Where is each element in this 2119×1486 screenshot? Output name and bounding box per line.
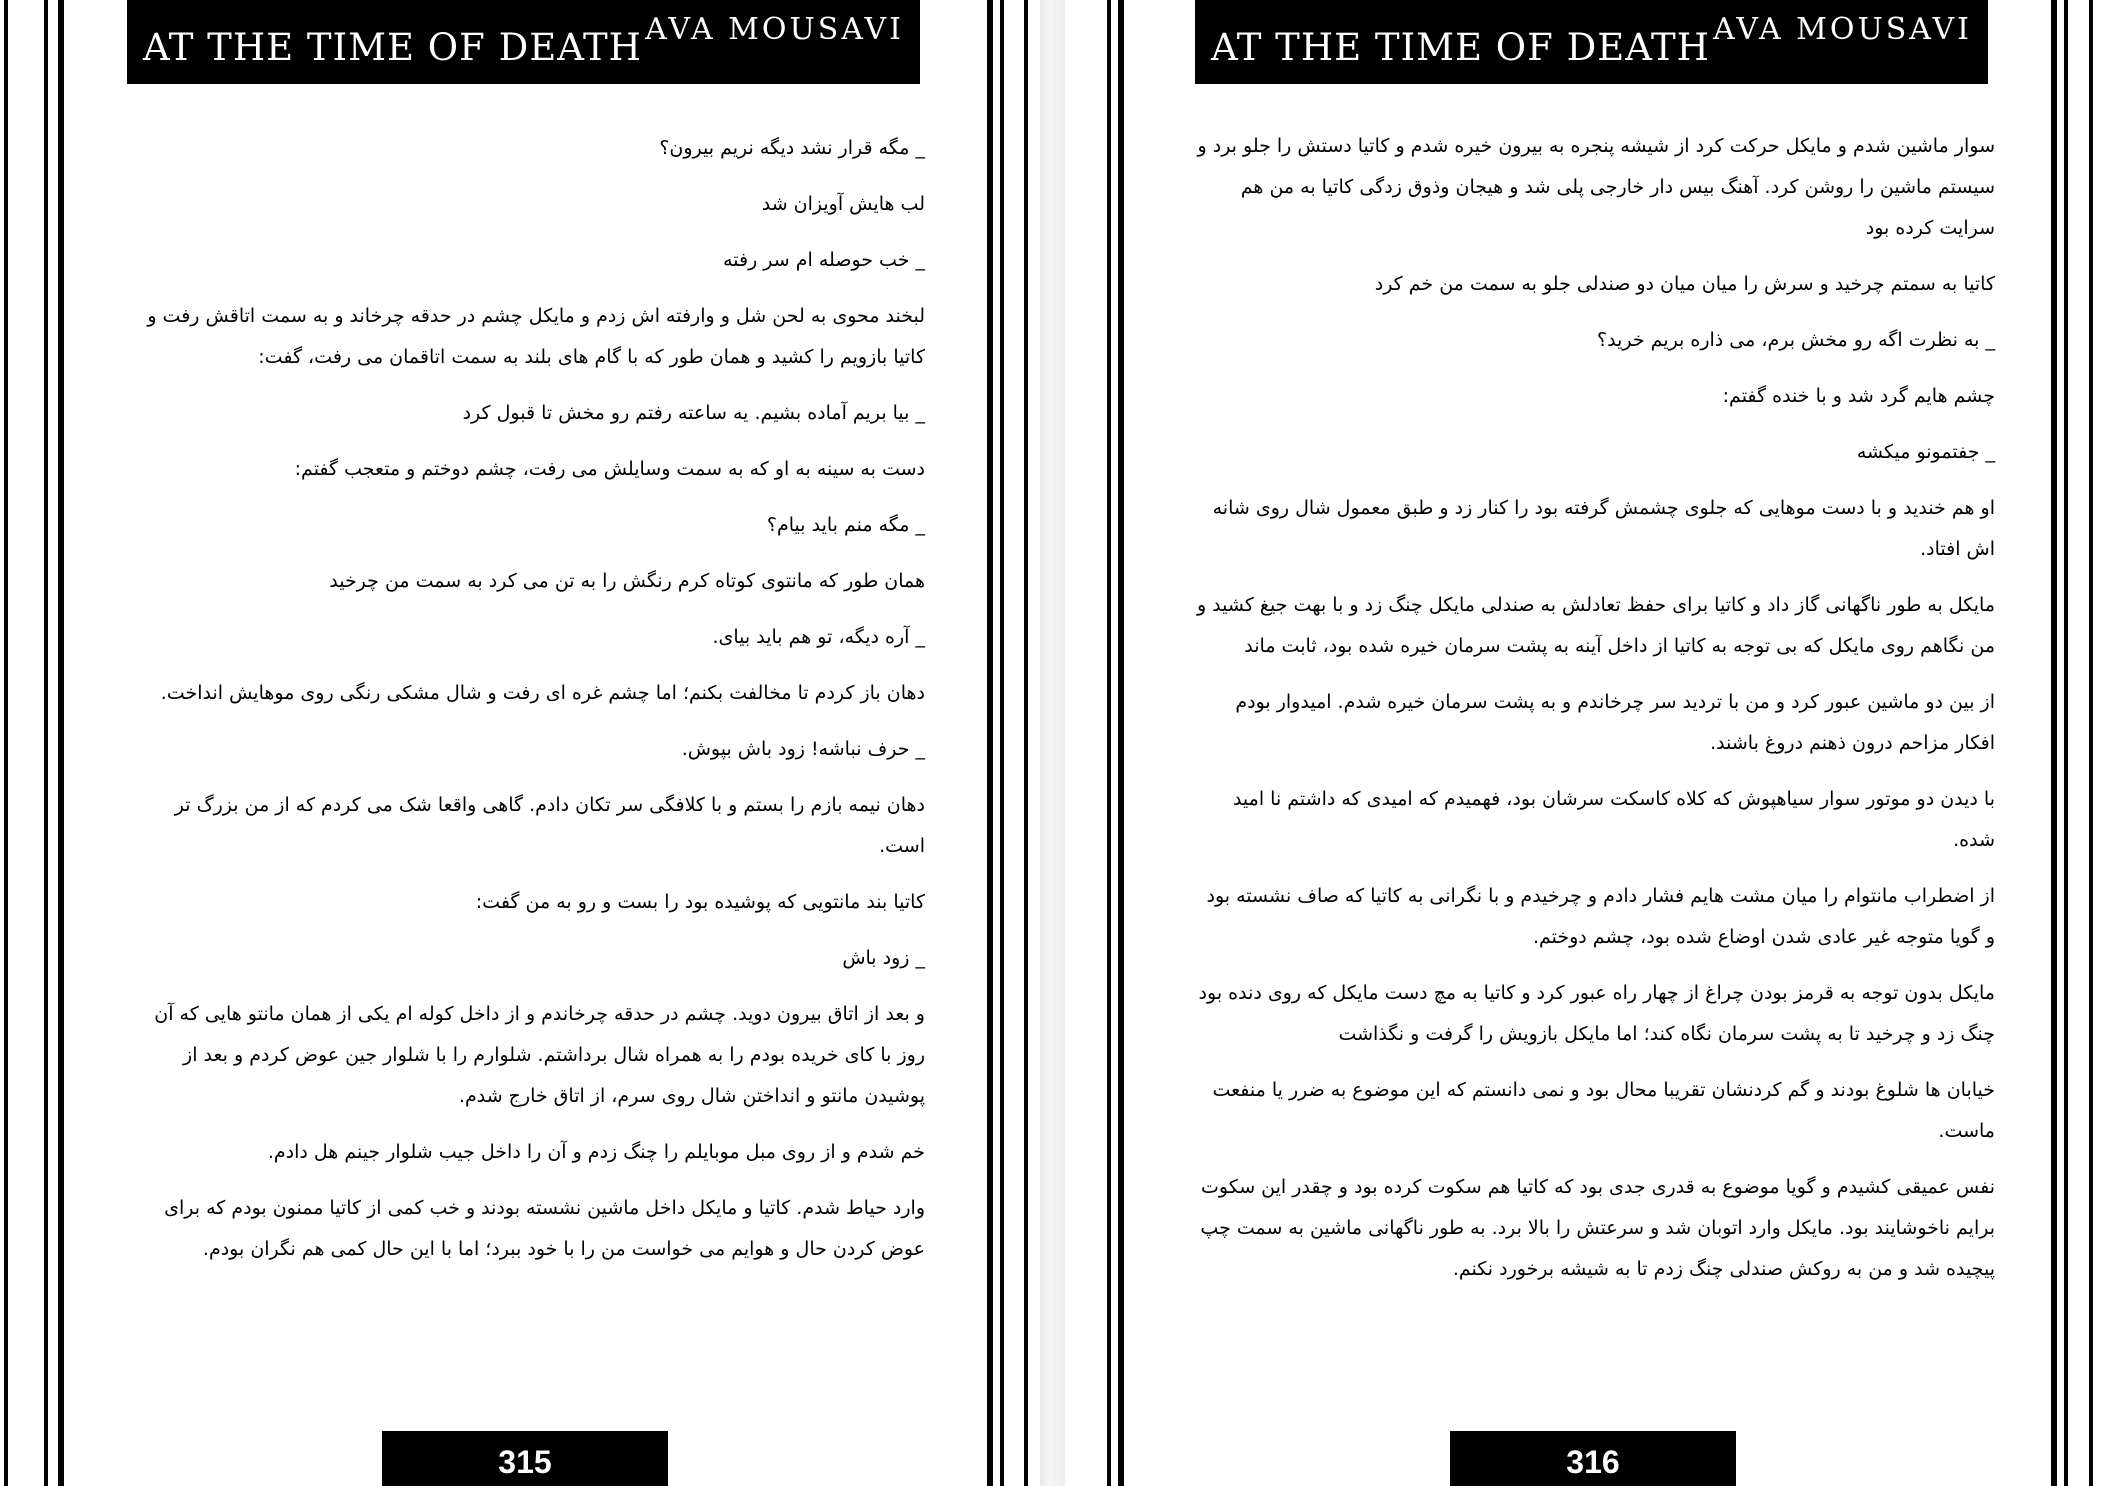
border-line [1107,0,1111,1486]
border-line [4,0,8,1486]
page-gutter [1040,0,1065,1486]
page-text [145,128,925,1285]
paragraph: خم شدم و از روی مبل موبایلم را چنگ زدم و آن را داخل جیب شلوار جینم هل دادم. [267,1141,925,1163]
paragraph: او هم خندید و با دست موهایی که جلوی چشمش گرفته بود را کنار زد و طبق معمول شال روی شانه اش افتاد. [1212,497,1995,560]
paragraph: مایکل به طور ناگهانی گاز داد و کاتیا برای حفظ تعادلش به صندلی مایکل چنگ زد و با بهت جیغ کشید و من نگاهم روی مایکل که بی توجه به کاتیا از داخل آینه به پشت سرمان خیره شده بود، ثابت ماند [1196,594,1995,657]
paragraph: با دیدن دو موتور سوار سیاهپوش که کلاه کاسکت سرشان بود، فهمیدم که امیدی که داشتم نا امید شده. [1232,788,1995,851]
paragraph: _ زود باش [842,947,925,969]
paragraph: _ مگه قرار نشد دیگه نریم بیرون؟ [659,137,925,159]
book-title: AT THE TIME OF DEATH [1211,26,1710,69]
paragraph: کاتیا بند مانتویی که پوشیده بود را بست و رو به من گفت: [475,891,925,913]
border-line [2064,0,2068,1486]
paragraph: _ آره دیگه، تو هم باید بیای. [712,626,925,648]
border-line [44,0,48,1486]
border-line [58,0,64,1486]
paragraph: دهان باز کردم تا مخالفت بکنم؛ اما چشم غره ای رفت و شال مشکی رنگی روی موهایش انداخت. [160,682,925,704]
paragraph: از اضطراب مانتوام را میان مشت هایم فشار دادم و چرخیدم و با نگرانی به کاتیا که صاف نشسته بود و گویا متوجه غیر عادی شدن اوضاع شده بود، چشم دوختم. [1206,885,1995,948]
paragraph: کاتیا به سمتم چرخید و سرش را میان میان دو صندلی جلو به سمت من خم کرد [1374,273,1995,295]
paragraph: همان طور که مانتوی کوتاه کرم رنگش را به تن می کرد به سمت من چرخید [329,570,925,592]
page-header [1195,0,1988,84]
border-line [1024,0,1028,1486]
paragraph: لب هایش آویزان شد [761,193,925,215]
book-author: AVA MOUSAVI [1713,12,1972,47]
paragraph: سوار ماشین شدم و مایکل حرکت کرد از شیشه پنجره به بیرون خیره شدم و کاتیا دستش را جلو برد و سیستم ماشین را روشن کرد. آهنگ بیس دار خارجی پلی شد و هیجان وذوق زدگی کاتیا به من هم سرایت کرده بود [1197,135,1995,239]
paragraph: _ حرف نباشه! زود باش بپوش. [681,738,925,760]
page-text [1195,126,1995,1305]
paragraph: _ بیا بریم آماده بشیم. یه ساعته رفتم رو مخش تا قبول کرد [462,402,925,424]
paragraph: خیابان ها شلوغ بودند و گم کردنشان تقریبا محال بود و نمی دانستم که این موضوع به ضرر یا منفعت ماست. [1212,1079,1995,1142]
paragraph: _ به نظرت اگه رو مخش برم، می ذاره بریم خرید؟ [1597,329,1995,351]
border-line [1000,0,1004,1486]
paragraph: _ جفتمونو میکشه [1856,441,1995,463]
left-page [0,0,1040,1486]
border-line [2089,0,2093,1486]
book-title: AT THE TIME OF DEATH [143,26,642,69]
paragraph: چشم هایم گرد شد و با خنده گفتم: [1722,385,1995,407]
page-header [127,0,920,84]
right-page [1065,0,2105,1486]
page-number: 316 [1450,1431,1736,1486]
paragraph: و بعد از اتاق بیرون دوید. چشم در حدقه چرخاندم و از داخل کوله ام یکی از همان مانتو هایی که آن روز با کای خریده بودم را به همراه شال برداشتم. شلوارم را با شلوار جین عوض کردم و بعد از پوشیدن مانتو و انداختن شال روی سرم، از اتاق خارج شدم. [154,1003,925,1107]
paragraph: نفس عمیقی کشیدم و گویا موضوع به قدری جدی بود که کاتیا هم سکوت کرده بود و چقدر این سکوت برایم ناخوشایند بود. مایکل وارد اتوبان شد و سرعتش را بالا برد. به طور ناگهانی ماشین به سمت چپ پیچیده شد و من به روکش صندلی چنگ زدم تا به شیشه برخورد نکنم. [1200,1176,1995,1280]
page-number: 315 [382,1431,668,1486]
border-line [987,0,993,1486]
border-line [2051,0,2057,1486]
book-author: AVA MOUSAVI [645,12,904,47]
paragraph: وارد حیاط شدم. کاتیا و مایکل داخل ماشین نشسته بودند و خب کمی از کاتیا ممنون بودم که برای عوض کردن حال و هوایم می خواست من را با خود ببرد؛ اما با این حال کمی هم نگران بودم. [164,1197,925,1260]
paragraph: دست به سینه به او که به سمت وسایلش می رفت، چشم دوختم و متعجب گفتم: [294,458,925,480]
paragraph: دهان نیمه بازم را بستم و با کلافگی سر تکان دادم. گاهی واقعا شک می کردم که از من بزرگ تر است. [174,794,925,857]
paragraph: _ خب حوصله ام سر رفته [723,249,925,271]
border-line [1118,0,1124,1486]
paragraph: لبخند محوی به لحن شل و وارفته اش زدم و مایکل چشم در حدقه چرخاند و به سمت اتاقش رفت و کاتیا بازویم را کشید و همان طور که با گام های بلند به سمت اتاقمان می رفت، گفت: [147,305,925,368]
paragraph: از بین دو ماشین عبور کرد و من با تردید سر چرخاندم و به پشت سرمان خیره شدم. امیدوار بودم افکار مزاحم درون ذهنم دروغ باشند. [1235,691,1995,754]
paragraph: مایکل بدون توجه به قرمز بودن چراغ از چهار راه عبور کرد و کاتیا به مچ دست مایکل که روی دنده بود چنگ زد و چرخید تا به پشت سرمان نگاه کند؛ اما مایکل بازویش را گرفت و نگذاشت [1198,982,1995,1045]
paragraph: _ مگه منم باید بیام؟ [766,514,925,536]
